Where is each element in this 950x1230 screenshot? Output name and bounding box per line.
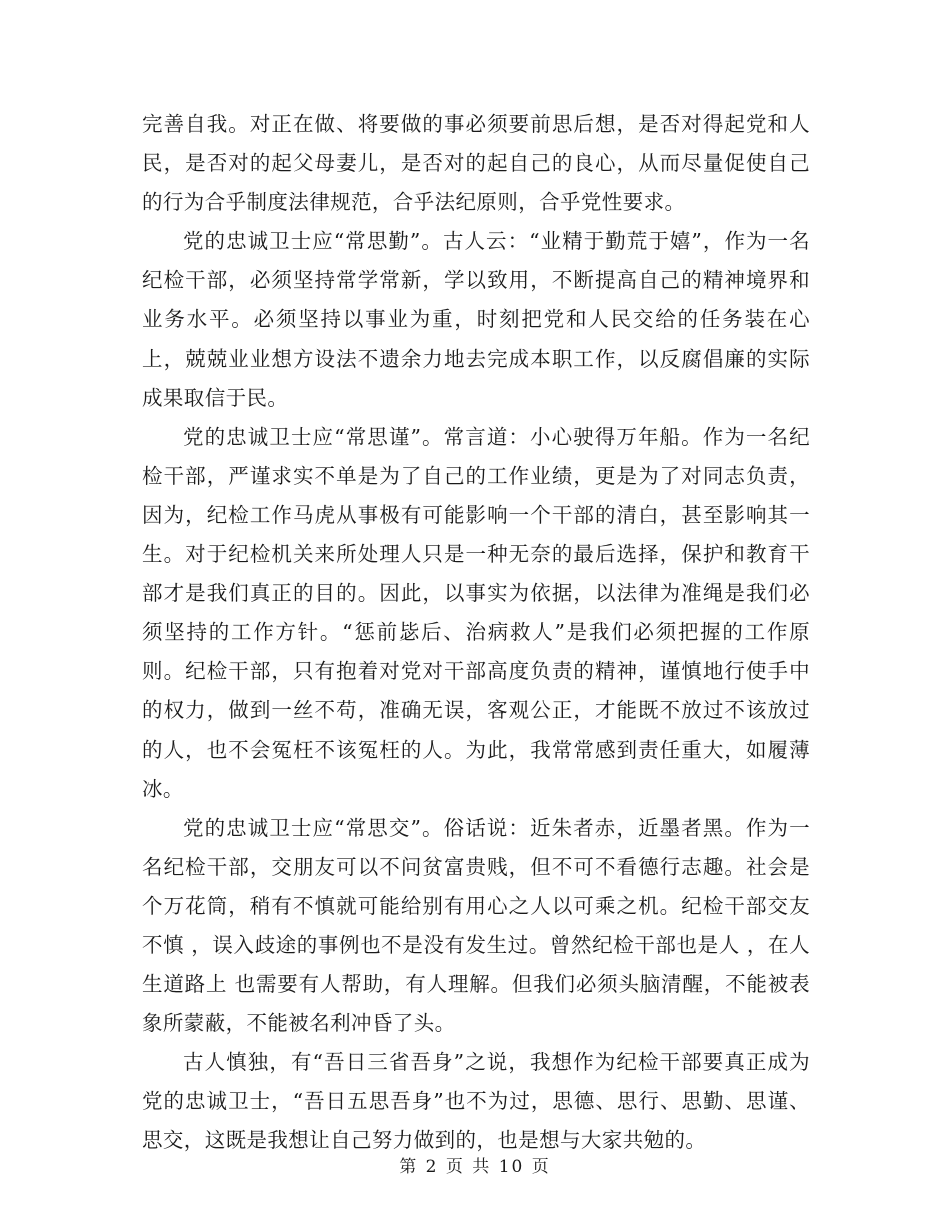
paragraph-2: 党的忠诚卫士应“常思勤”。古人云：“业精于勤荒于嬉”，作为一名纪检干部，必须坚持常学常新，学以致用，不断提高自己的精神境界和业务水平。必须坚持以事业为重，时刻把党和人民交给的任务装在心上，兢兢业业想方设法不遗余力地去完成本职工作，以反腐倡廉的实际成果取信于民。 [142,229,810,410]
paragraph-4: 党的忠诚卫士应“常思交”。俗话说：近朱者赤，近墨者黑。作为一名纪检干部，交朋友可以不问贫富贵贱，但不可不看德行志趣。社会是个万花筒，稍有不慎就可能给别有用心之人以可乘之机。纪检干部交友不慎 ，误入歧途的事例也不是没有发生过。曾然纪检干部也是人 ，在人生道路上 也需要有人帮助，有人理解。但我们必须头脑清醒，不能被表象所蒙蔽，不能被名利冲昏了头。 [142,815,810,1036]
paragraph-1: 完善自我。对正在做、将要做的事必须要前思后想，是否对得起党和人民，是否对的起父母妻儿，是否对的起自己的良心，从而尽量促使自己的行为合乎制度法律规范，合乎法纪原则，合乎党性要求。 [142,112,810,215]
paragraph-3: 党的忠诚卫士应“常思谨”。常言道：小心驶得万年船。作为一名纪检干部，严谨求实不单是为了自己的工作业绩，更是为了对同志负责，因为，纪检工作马虎从事极有可能影响一个干部的清白，甚至影响其一生。对于纪检机关来所处理人只是一种无奈的最后选择，保护和教育干部才是我们真正的目的。因此，以事实为依据，以法律为准绳是我们必须坚持的工作方针。“惩前毖后、治病救人”是我们必须把握的工作原则。纪检干部，只有抱着对党对干部高度负责的精神，谨慎地行使手中的权力，做到一丝不苟，准确无误，客观公正，才能既不放过不该放过的人，也不会冤枉不该冤枉的人。为此，我常常感到责任重大，如履薄冰。 [142,424,810,801]
paragraph-5: 古人慎独，有“吾日三省吾身”之说，我想作为纪检干部要真正成为党的忠诚卫士，“吾日五思吾身”也不为过，思德、思行、思勤、思谨、思交，这既是我想让自己努力做到的，也是想与大家共勉的。 [142,1050,810,1153]
page-number-footer: 第 2 页 共 10 页 [399,1157,551,1177]
document-body [142,105,810,1161]
